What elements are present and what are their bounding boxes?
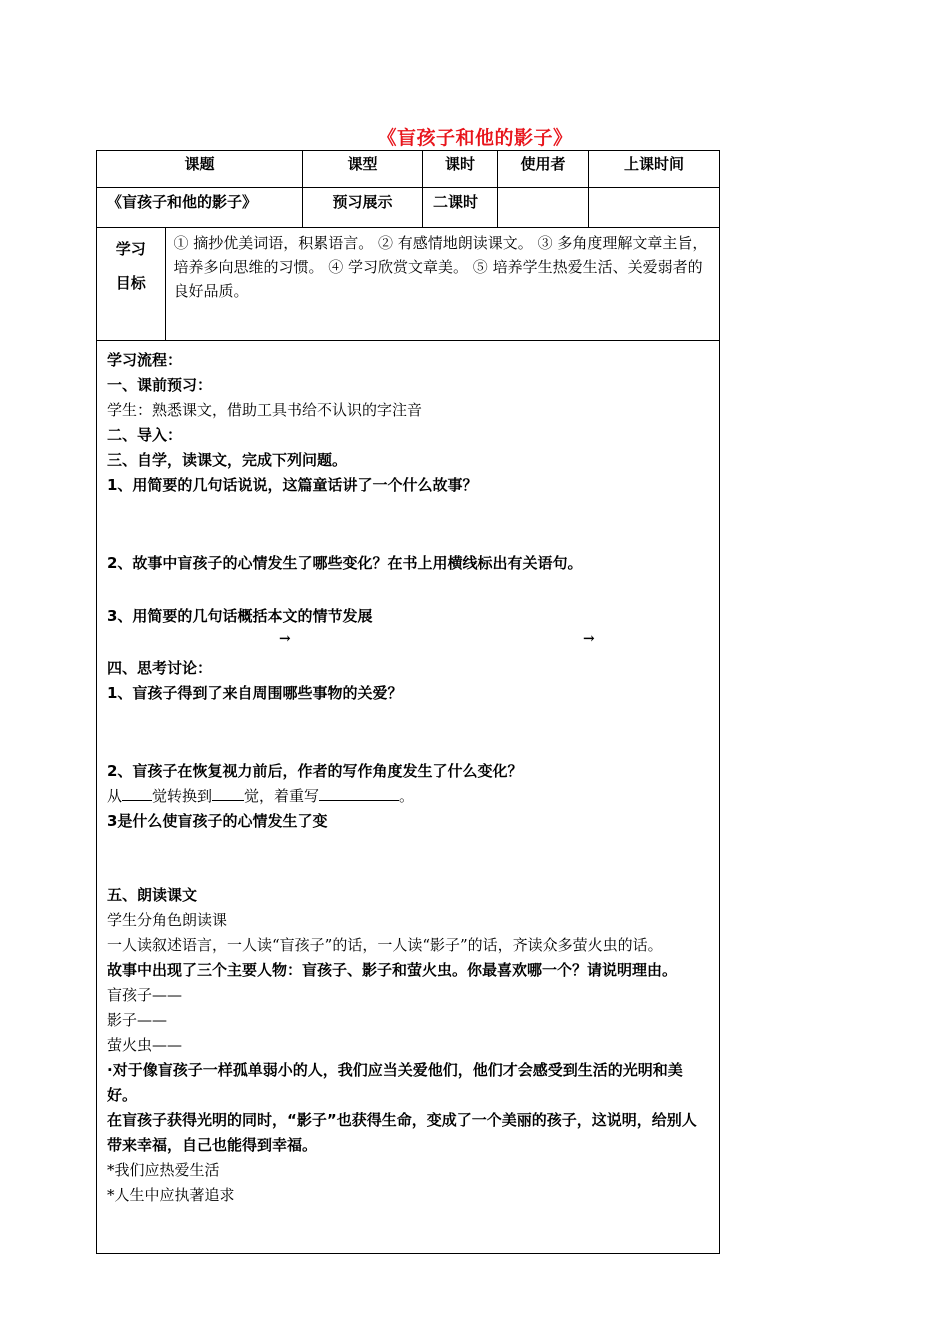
question-3: 3、用简要的几句话概括本文的情节发展 — [107, 607, 373, 625]
section-discussion: 四、思考讨论： — [107, 659, 213, 677]
reading-line-1: 学生分角色朗读课 — [107, 911, 228, 929]
goal-row — [97, 228, 720, 341]
flow-cell — [97, 341, 720, 1254]
info-row — [97, 188, 720, 228]
point-1: ·对于像盲孩子一样孤单弱小的人，我们应当关爱他们，他们才会感受到生活的光明和美好。 — [107, 1061, 683, 1104]
cell-period: 二课时 — [423, 188, 498, 228]
flow-heading: 学习流程： — [107, 351, 183, 369]
lesson-table — [96, 150, 720, 1254]
reading-line-2: 一人读叙述语言，一人读“盲孩子”的话，一人读“影子”的话，齐读众多萤火虫的话。 — [107, 936, 663, 954]
blank-2[interactable] — [212, 784, 244, 801]
page-title: 《盲孩子和他的影子》 — [377, 127, 573, 149]
cell-type: 预习展示 — [303, 188, 423, 228]
character-firefly: 萤火虫—— — [107, 1036, 183, 1054]
section-reading: 五、朗读课文 — [107, 886, 198, 904]
cell-topic: 《盲孩子和他的影子》 — [97, 188, 303, 228]
preview-text: 学生：熟悉课文，借助工具书给不认识的字注音 — [107, 401, 423, 419]
point-2: 在盲孩子获得光明的同时，“影子”也获得生命，变成了一个美丽的孩子，这说明，给别人带来幸福，自己也能得到幸福。 — [107, 1111, 697, 1154]
flow-row — [97, 341, 720, 1254]
section-intro: 二、导入： — [107, 426, 183, 444]
header-row — [97, 151, 720, 188]
question-2: 2、故事中盲孩子的心情发生了哪些变化？在书上用横线标出有关语句。 — [107, 554, 583, 572]
cell-time — [589, 188, 720, 228]
arrow-2: → — [583, 631, 595, 647]
section-preview: 一、课前预习： — [107, 376, 213, 394]
point-4: *人生中应执著追求 — [107, 1186, 235, 1204]
discussion-2: 2、盲孩子在恢复视力前后，作者的写作角度发生了什么变化？ — [107, 762, 523, 780]
header-topic: 课题 — [97, 151, 303, 188]
header-user: 使用者 — [498, 151, 589, 188]
section-selfstudy: 三、自学，读课文，完成下列问题。 — [107, 451, 348, 469]
header-period: 课时 — [423, 151, 498, 188]
character-shadow: 影子—— — [107, 1011, 168, 1029]
reading-question: 故事中出现了三个主要人物：盲孩子、影子和萤火虫。你最喜欢哪一个？请说明理由。 — [107, 961, 678, 979]
goal-label: 学习 目标 — [97, 228, 165, 340]
discussion-1: 1、盲孩子得到了来自周围哪些事物的关爱？ — [107, 684, 403, 702]
fill-in-line: 从 觉转换到 觉，着重写 。 — [107, 784, 709, 809]
character-blind-child: 盲孩子—— — [107, 986, 183, 1004]
plot-arrows — [107, 629, 709, 656]
blank-3[interactable] — [319, 784, 399, 801]
question-1: 1、用简要的几句话说说，这篇童话讲了一个什么故事？ — [107, 476, 478, 494]
header-time: 上课时间 — [589, 151, 720, 188]
arrow-1: → — [279, 631, 291, 647]
header-type: 课型 — [303, 151, 423, 188]
goal-text: ① 摘抄优美词语，积累语言。 ② 有感情地朗读课文。 ③ 多角度理解文章主旨，培养多向思维的习惯。 ④ 学习欣赏文章美。 ⑤ 培养学生热爱生活、关爱弱者的良好品质。 — [173, 234, 708, 300]
point-3: *我们应热爱生活 — [107, 1161, 220, 1179]
discussion-3: 3是什么使盲孩子的心情发生了变 — [107, 812, 328, 830]
cell-user — [498, 188, 589, 228]
blank-1[interactable] — [122, 784, 152, 801]
